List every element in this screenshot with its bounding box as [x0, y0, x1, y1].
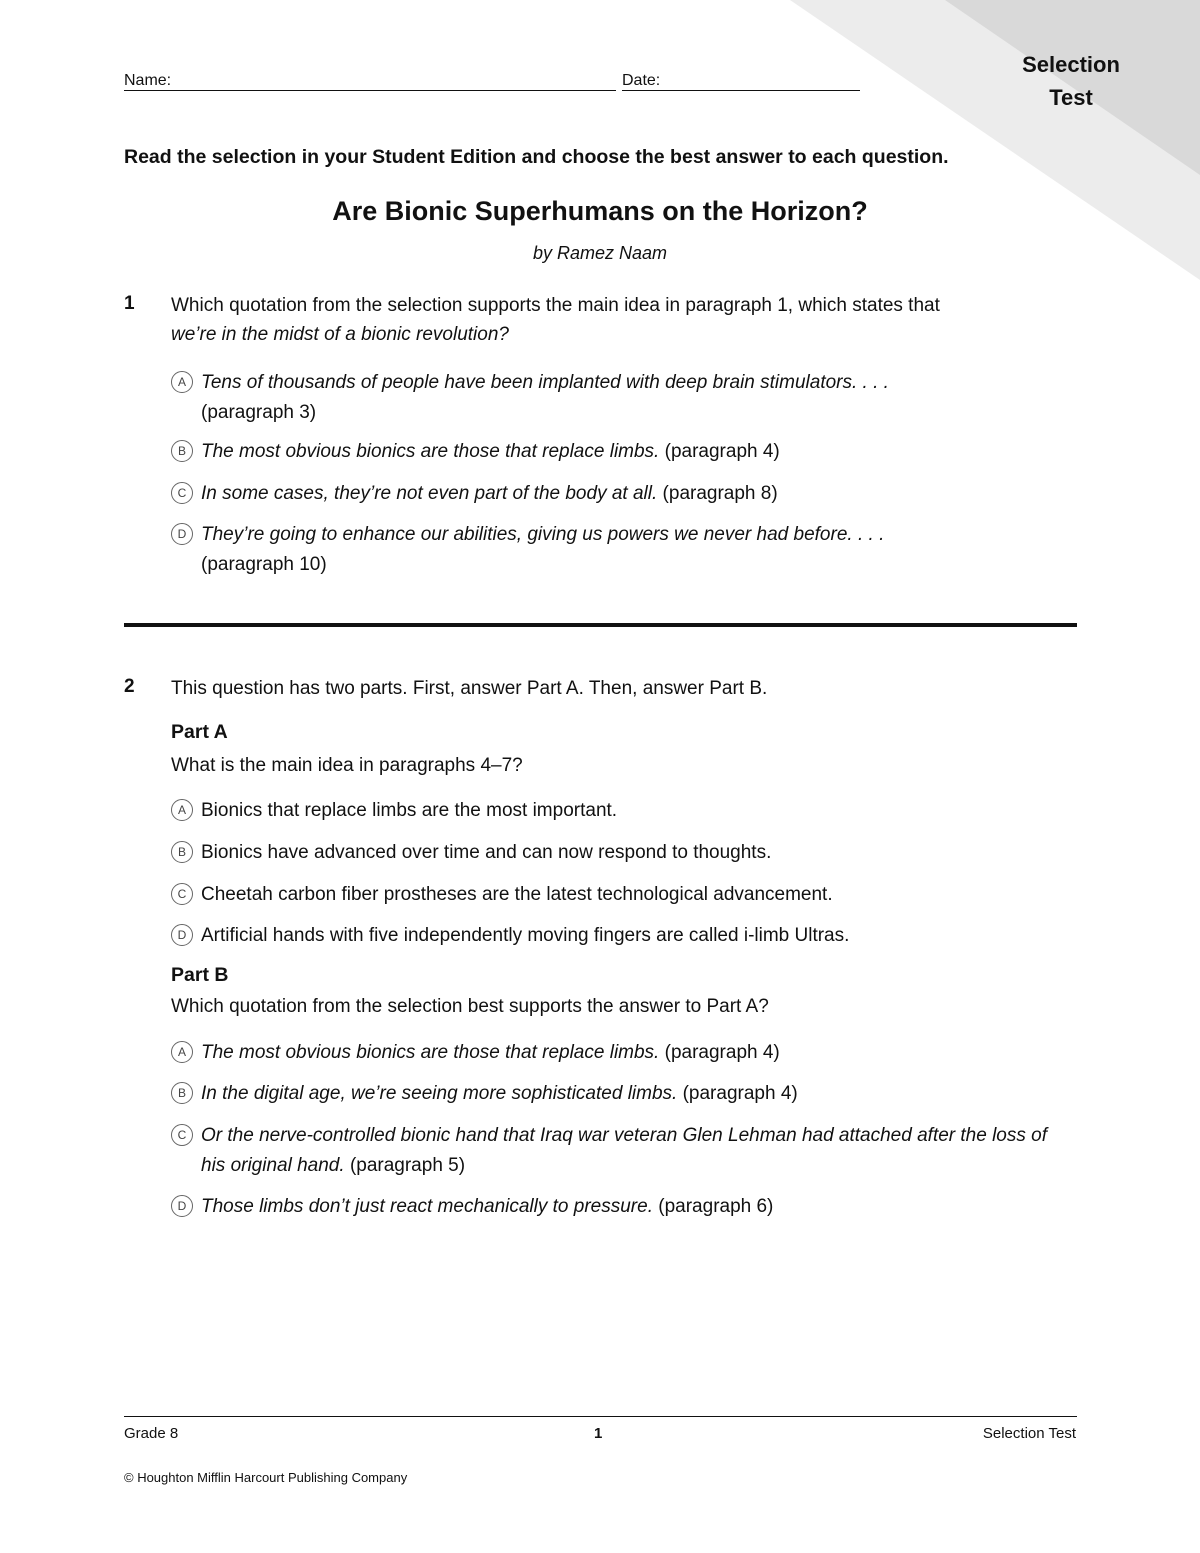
- footer-doc-type: Selection Test: [982, 1425, 1076, 1442]
- option-quote: They’re going to enhance our abilities, giving us powers we never had before. . . .: [201, 524, 885, 545]
- footer-page-number: 1: [594, 1425, 603, 1442]
- option-d-bubble-icon[interactable]: D: [171, 1195, 193, 1217]
- part-a-label: Part A: [171, 721, 228, 743]
- question-1-number: 1: [124, 293, 135, 314]
- question-1-stem-text: Which quotation from the selection supports the main idea in paragraph 1, which states that: [171, 295, 940, 316]
- q1-option-a[interactable]: [171, 368, 1076, 428]
- option-text: Bionics have advanced over time and can now respond to thoughts.: [201, 842, 772, 863]
- option-reference: (paragraph 10): [201, 554, 327, 575]
- name-label: Name:: [124, 72, 172, 89]
- selection-byline: by Ramez Naam: [532, 243, 668, 263]
- footer-grade: Grade 8: [124, 1425, 179, 1442]
- option-quote: The most obvious bionics are those that replace limbs.: [201, 1042, 660, 1063]
- question-2-stem: This question has two parts. First, answer Part A. Then, answer Part B.: [171, 678, 768, 699]
- option-a-bubble-icon[interactable]: A: [171, 799, 193, 821]
- q1-option-d[interactable]: [171, 520, 1076, 580]
- option-quote: Tens of thousands of people have been implanted with deep brain stimulators. . . .: [201, 372, 889, 393]
- option-text: Cheetah carbon fiber prostheses are the latest technological advancement.: [201, 884, 833, 905]
- option-text: Bionics that replace limbs are the most important.: [201, 800, 618, 821]
- date-label: Date:: [622, 72, 661, 89]
- footer-copyright: © Houghton Mifflin Harcourt Publishing Company: [124, 1470, 408, 1485]
- q1-option-c[interactable]: [171, 479, 1076, 509]
- instructions: Read the selection in your Student Edition and choose the best answer to each question.: [124, 146, 949, 168]
- name-field[interactable]: [124, 72, 616, 91]
- q2a-option-d[interactable]: [171, 921, 1076, 951]
- option-d-bubble-icon[interactable]: D: [171, 924, 193, 946]
- badge-line-2: Test: [1049, 85, 1093, 110]
- q2b-option-a[interactable]: [171, 1038, 1076, 1068]
- option-c-bubble-icon[interactable]: C: [171, 482, 193, 504]
- option-c-bubble-icon[interactable]: C: [171, 1124, 193, 1146]
- q2a-option-b[interactable]: [171, 838, 1076, 868]
- option-b-bubble-icon[interactable]: B: [171, 1082, 193, 1104]
- option-text: Artificial hands with five independently moving fingers are called i-limb Ultras.: [201, 925, 850, 946]
- q2b-option-d[interactable]: [171, 1192, 1076, 1222]
- q2a-option-a[interactable]: [171, 796, 1076, 826]
- option-a-bubble-icon[interactable]: A: [171, 371, 193, 393]
- q2b-option-c[interactable]: [171, 1121, 1076, 1181]
- option-quote: The most obvious bionics are those that replace limbs.: [201, 441, 660, 462]
- option-reference: (paragraph 3): [201, 402, 317, 423]
- badge-line-1: Selection: [1022, 52, 1120, 77]
- question-1-stem: [171, 291, 1076, 349]
- option-a-bubble-icon[interactable]: A: [171, 1041, 193, 1063]
- selection-test-badge: [1016, 48, 1126, 114]
- part-b-label: Part B: [171, 964, 229, 986]
- option-reference: (paragraph 6): [658, 1196, 774, 1217]
- option-reference: (paragraph 5): [349, 1155, 466, 1176]
- question-1-stem-italic: we’re in the midst of a bionic revolution?: [171, 324, 509, 345]
- option-reference: (paragraph 8): [662, 483, 778, 504]
- option-quote: In the digital age, we’re seeing more sophisticated limbs.: [201, 1083, 678, 1104]
- question-2-number: 2: [124, 676, 135, 697]
- option-reference: (paragraph 4): [682, 1083, 798, 1104]
- q2b-option-b[interactable]: [171, 1079, 1076, 1109]
- option-quote: In some cases, they’re not even part of the body at all.: [201, 483, 658, 504]
- option-d-bubble-icon[interactable]: D: [171, 523, 193, 545]
- option-reference: (paragraph 4): [664, 1042, 780, 1063]
- q1-option-b[interactable]: [171, 437, 1076, 467]
- corner-decoration: [780, 0, 1200, 280]
- option-quote: Those limbs don’t just react mechanically to pressure.: [201, 1196, 653, 1217]
- option-quote: Or the nerve-controlled bionic hand that Iraq war veteran Glen Lehman had attached after the loss of his original hand.: [201, 1125, 1048, 1176]
- selection-title: Are Bionic Superhumans on the Horizon?: [332, 196, 868, 226]
- option-reference: (paragraph 4): [664, 441, 780, 462]
- footer-rule: [124, 1416, 1077, 1417]
- part-a-prompt: What is the main idea in paragraphs 4–7?: [171, 755, 523, 776]
- part-b-prompt: Which quotation from the selection best supports the answer to Part A?: [171, 996, 769, 1017]
- name-date-row: [124, 72, 860, 94]
- option-b-bubble-icon[interactable]: B: [171, 440, 193, 462]
- option-b-bubble-icon[interactable]: B: [171, 841, 193, 863]
- date-field[interactable]: [622, 72, 860, 91]
- option-c-bubble-icon[interactable]: C: [171, 883, 193, 905]
- q2a-option-c[interactable]: [171, 880, 1076, 910]
- section-divider: [124, 623, 1077, 627]
